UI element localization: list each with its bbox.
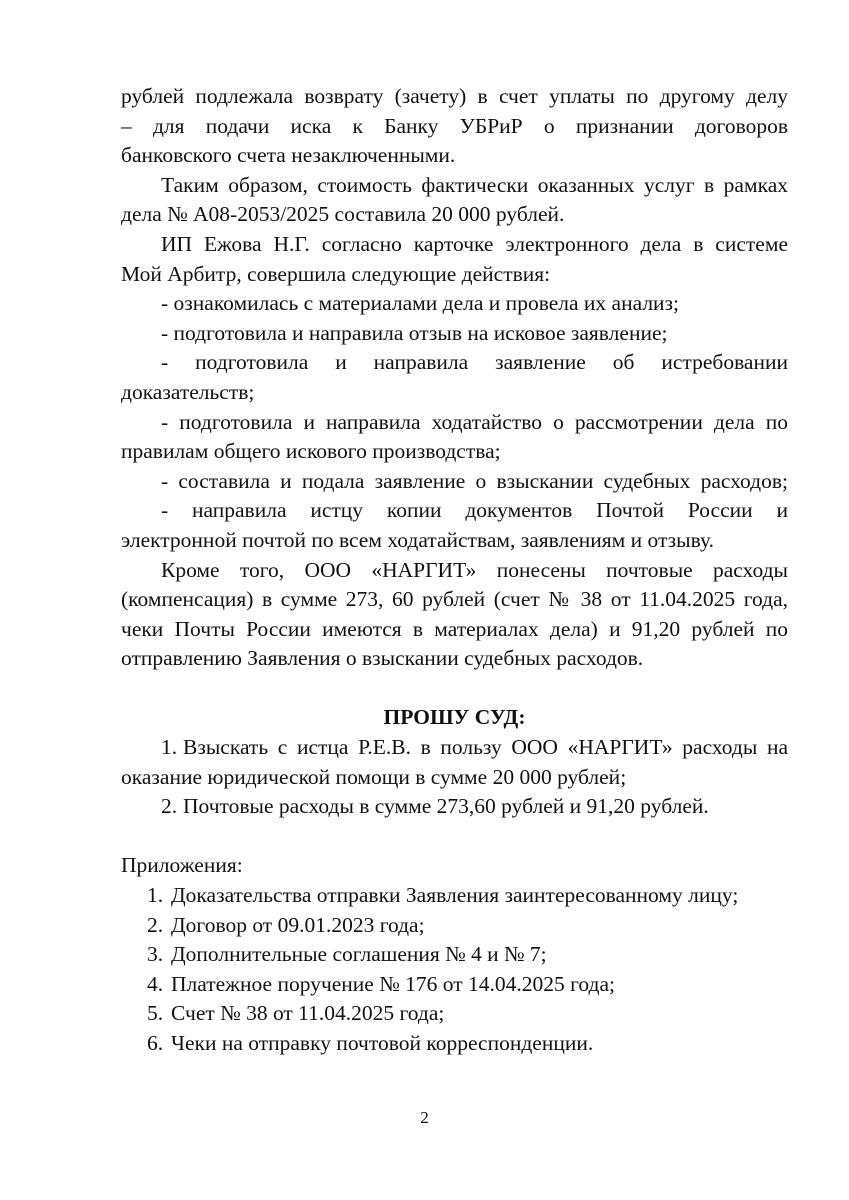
action-item: - составила и подала заявление о взыскании судебных расходов; — [161, 468, 788, 493]
action-item-continuation: доказательств; — [121, 379, 255, 404]
attachment-number: 2. — [147, 912, 164, 937]
attachment-text: Договор от 09.01.2023 года; — [171, 912, 425, 937]
action-item: - ознакомилась с материалами дела и провела их анализ; — [161, 291, 680, 316]
action-item-continuation: правилам общего искового производства; — [121, 439, 501, 464]
request-heading: ПРОШУ СУД: — [383, 705, 526, 730]
attachment-item — [121, 911, 788, 941]
action-item: - подготовила и направила ходатайство о рассмотрении дела по — [161, 409, 788, 434]
paragraph-line: рублей подлежала возврату (зачету) в счет уплаты по другому делу — [121, 84, 788, 108]
request-item — [121, 792, 788, 822]
paragraph-line: (компенсация) в сумме 273, 60 рублей (счет № 38 от 11.04.2025 года, — [121, 587, 788, 612]
paragraph-line: чеки Почты России имеются в материалах дела) и 91,20 рублей по — [121, 616, 788, 641]
request-item — [121, 733, 788, 763]
attachment-text: Доказательства отправки Заявления заинтересованному лицу; — [171, 883, 739, 908]
attachment-text: Чеки на отправку почтовой корреспонденции. — [171, 1031, 594, 1055]
attachment-number: 1. — [147, 883, 164, 908]
attachment-number: 3. — [147, 942, 164, 967]
attachment-item — [121, 940, 788, 970]
spacer — [121, 674, 788, 704]
attachment-item — [121, 999, 788, 1029]
action-item: - направила истцу копии документов Почтой России и — [161, 498, 788, 523]
request-item-number: 2. — [161, 794, 178, 819]
attachment-number: 4. — [147, 971, 164, 996]
paragraph-line: Мой Арбитр, совершила следующие действия: — [121, 261, 551, 286]
action-item-continuation: электронной почтой по всем ходатайствам, заявлениям и отзыву. — [121, 527, 714, 552]
paragraph-line: банковского счета незаключенными. — [121, 143, 456, 168]
document-page — [121, 82, 788, 1059]
paragraph-line: ИП Ежова Н.Г. согласно карточке электронного дела в системе — [161, 231, 788, 256]
request-item-text: Почтовые расходы в сумме 273,60 рублей и 91,20 рублей. — [183, 794, 709, 819]
attachment-item — [121, 1029, 788, 1059]
attachment-number: 5. — [147, 1001, 164, 1026]
paragraph-line: Кроме того, ООО «НАРГИТ» понесены почтовые расходы — [161, 557, 788, 582]
attachment-item — [121, 970, 788, 1000]
attachments-title: Приложения: — [121, 853, 243, 878]
attachment-text: Дополнительные соглашения № 4 и № 7; — [171, 942, 547, 967]
request-item-number: 1. — [161, 735, 178, 760]
action-item: - подготовила и направила заявление об истребовании — [161, 350, 788, 375]
request-item-continuation: оказание юридической помощи в сумме 20 000 рублей; — [121, 764, 627, 789]
request-item-text: Взыскать с истца Р.Е.В. в пользу ООО «НАРГИТ» расходы на — [183, 735, 788, 760]
paragraph-line: отправлению Заявления о взыскании судебных расходов. — [121, 646, 644, 671]
page-number: 2 — [420, 1108, 429, 1127]
paragraph-line: дела № А08-2053/2025 составила 20 000 рублей. — [121, 202, 565, 227]
attachment-text: Платежное поручение № 176 от 14.04.2025 года; — [171, 971, 615, 996]
attachment-text: Счет № 38 от 11.04.2025 года; — [171, 1001, 445, 1026]
attachment-number: 6. — [147, 1031, 164, 1055]
attachment-item — [121, 881, 788, 911]
spacer — [121, 822, 788, 852]
action-item: - подготовила и направила отзыв на исковое заявление; — [161, 320, 668, 345]
paragraph-line: Таким образом, стоимость фактически оказанных услуг в рамках — [161, 172, 788, 197]
paragraph-line: – для подачи иска к Банку УБРиР о признании договоров — [121, 113, 788, 138]
